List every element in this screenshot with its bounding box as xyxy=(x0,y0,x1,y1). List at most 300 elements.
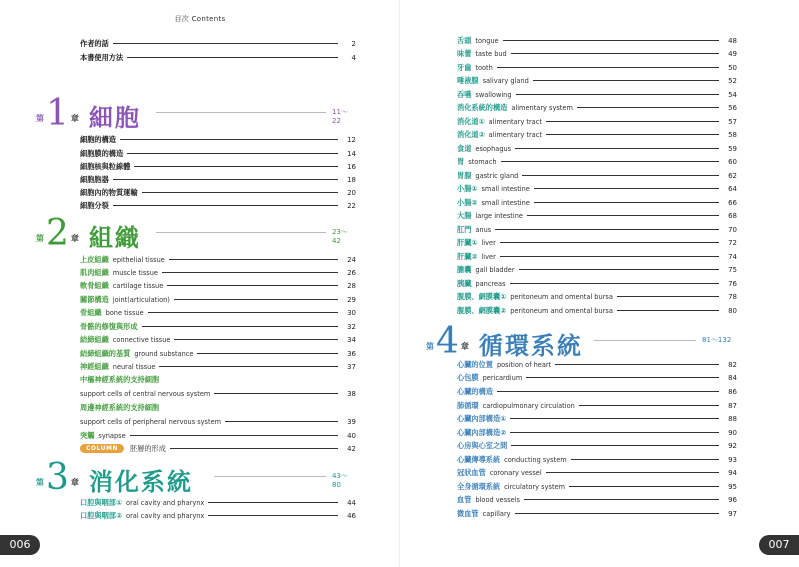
chapter-heading-2[interactable] xyxy=(36,212,356,252)
leader-line xyxy=(169,259,338,260)
entry-title: 神經組織 xyxy=(80,361,109,371)
entry-page: 59 xyxy=(728,144,737,153)
leader-line xyxy=(197,353,338,354)
toc-entry[interactable] xyxy=(457,116,737,127)
toc-entry[interactable] xyxy=(457,197,737,208)
entry-title: 胚層的形成 xyxy=(129,443,166,453)
entry-title: 口腔與咽部② xyxy=(80,510,123,520)
entry-title: 作者的話 xyxy=(80,38,109,48)
toc-entry[interactable] xyxy=(80,267,356,278)
entry-english: pancreas xyxy=(475,279,506,288)
entry-english: alimentary system xyxy=(511,103,573,112)
leader-line xyxy=(524,499,719,500)
leader-line xyxy=(142,192,338,193)
toc-entry[interactable] xyxy=(457,440,737,451)
entry-title: 口腔與咽部① xyxy=(80,497,123,507)
toc-entry[interactable] xyxy=(457,48,737,59)
leader-line xyxy=(134,166,338,167)
entry-page: 34 xyxy=(347,335,356,344)
contents-header: 目次 Contents xyxy=(174,15,226,23)
entry-english: support cells of peripheral nervous system xyxy=(80,417,222,426)
chapter-page-range: 23～42 xyxy=(332,228,348,245)
entry-title: 骨骼的修復與形成 xyxy=(80,321,138,331)
chapter-number: 3 xyxy=(46,457,69,498)
entry-page: 30 xyxy=(347,308,356,317)
leader-line xyxy=(534,188,719,189)
entry-page: 4 xyxy=(351,53,356,62)
chapter-prefix: 第 xyxy=(426,342,434,351)
entry-english: position of heart xyxy=(496,360,552,369)
entry-page: 68 xyxy=(728,211,737,220)
toc-entry[interactable] xyxy=(457,427,737,438)
entry-title: 心包膜 xyxy=(457,372,479,382)
entry-english: tooth xyxy=(475,63,493,72)
leader-line xyxy=(546,472,719,473)
leader-line xyxy=(534,202,719,203)
toc-entry[interactable] xyxy=(457,183,737,194)
leader-line xyxy=(503,40,719,41)
chapter-number: 4 xyxy=(436,321,459,362)
entry-title: 周邊神經系統的支持細胞 xyxy=(80,402,160,412)
chapter-prefix: 第 xyxy=(36,478,44,487)
leader-line xyxy=(511,53,719,54)
toc-entry[interactable] xyxy=(80,416,356,427)
entry-page: 38 xyxy=(347,389,356,398)
toc-entry[interactable] xyxy=(457,481,737,492)
toc-entry[interactable] xyxy=(457,454,737,465)
entry-page: 84 xyxy=(728,373,737,382)
leader-line xyxy=(527,215,719,216)
entry-english: oral cavity and pharynx xyxy=(126,511,205,520)
page-number-left: 006 xyxy=(0,535,40,555)
toc-entry[interactable] xyxy=(80,174,356,185)
entry-english: oral cavity and pharynx xyxy=(126,498,205,507)
entry-english: anus xyxy=(475,225,492,234)
entry-english: esophagus xyxy=(475,144,512,153)
entry-title: 肌肉組織 xyxy=(80,267,109,277)
entry-page: 37 xyxy=(347,362,356,371)
leader-line xyxy=(516,94,719,95)
entry-title: 結締組織 xyxy=(80,334,109,344)
entry-title: 食道 xyxy=(457,143,472,153)
toc-entry[interactable] xyxy=(457,143,737,154)
toc-entry[interactable] xyxy=(80,361,356,372)
entry-english: epithelial tissue xyxy=(112,255,165,264)
leader-line xyxy=(225,421,338,422)
entry-page: 36 xyxy=(347,349,356,358)
entry-page: 57 xyxy=(728,117,737,126)
chapter-suffix: 章 xyxy=(70,114,79,123)
leader-line xyxy=(511,445,719,446)
toc-entry[interactable] xyxy=(457,508,737,519)
entry-title: 細胞胞器 xyxy=(80,174,109,184)
toc-column-entry[interactable] xyxy=(80,443,356,454)
entry-english: alimentary tract xyxy=(488,117,542,126)
leader-line xyxy=(120,139,338,140)
entry-english: liver xyxy=(481,238,496,247)
leader-line xyxy=(546,121,719,122)
toc-entry[interactable] xyxy=(457,170,737,181)
entry-page: 96 xyxy=(728,495,737,504)
entry-page: 60 xyxy=(728,157,737,166)
chapter-suffix: 章 xyxy=(460,342,469,351)
leader-line xyxy=(495,229,719,230)
entry-title: 關節構造 xyxy=(80,294,109,304)
chapter-page-range: 11～22 xyxy=(332,108,348,125)
entry-english: circulatory system xyxy=(504,482,566,491)
leader-line xyxy=(208,502,338,503)
leader-line xyxy=(569,486,719,487)
leader-line xyxy=(162,272,338,273)
toc-entry[interactable] xyxy=(457,102,737,113)
entry-title: 消化道① xyxy=(457,116,485,126)
entry-title: 肛門 xyxy=(457,224,472,234)
entry-english: cartilage tissue xyxy=(112,281,164,290)
entry-english: swallowing xyxy=(475,90,512,99)
entry-title: 全身循環系統 xyxy=(457,481,501,491)
column-badge: COLUMN xyxy=(80,444,124,453)
leader-line xyxy=(510,283,719,284)
leader-line xyxy=(500,256,719,257)
toc-entry[interactable] xyxy=(80,388,356,399)
entry-english: synapse xyxy=(98,431,126,440)
entry-page: 80 xyxy=(728,306,737,315)
entry-english: taste bud xyxy=(475,49,507,58)
entry-title: 細胞的構造 xyxy=(80,134,116,144)
entry-title: 舌頭 xyxy=(457,35,472,45)
entry-page: 40 xyxy=(347,431,356,440)
chapter-page-range: 81～132 xyxy=(702,336,732,344)
entry-english: support cells of central nervous system xyxy=(80,389,211,398)
toc-entry[interactable] xyxy=(80,187,356,198)
entry-page: 42 xyxy=(347,444,356,453)
toc-entry[interactable] xyxy=(457,129,737,140)
toc-entry[interactable] xyxy=(457,305,737,316)
entry-title: 胃腺 xyxy=(457,170,472,180)
toc-entry[interactable] xyxy=(457,372,737,383)
entry-title: 心房與心室之間 xyxy=(457,440,508,450)
toc-entry[interactable] xyxy=(457,413,737,424)
toc-entry[interactable] xyxy=(80,497,356,508)
entry-title: 胃 xyxy=(457,156,465,166)
toc-entry[interactable] xyxy=(80,280,356,291)
toc-entry[interactable] xyxy=(457,62,737,73)
chapter-title: 循環系統 xyxy=(478,332,583,360)
entry-page: 74 xyxy=(728,252,737,261)
chapter-title: 消化系統 xyxy=(88,468,193,496)
entry-page: 49 xyxy=(728,49,737,58)
entry-title: 冠狀血管 xyxy=(457,467,486,477)
toc-entry[interactable] xyxy=(80,510,356,521)
leader-line xyxy=(522,175,719,176)
entry-page: 66 xyxy=(728,198,737,207)
entry-title: 結締組織的基質 xyxy=(80,348,131,358)
entry-english: neural tissue xyxy=(112,362,156,371)
entry-title: 上皮組織 xyxy=(80,254,109,264)
entry-page: 93 xyxy=(728,455,737,464)
leader-line xyxy=(510,432,719,433)
page-number-right: 007 xyxy=(759,535,799,555)
entry-english: small intestine xyxy=(481,184,530,193)
entry-page: 39 xyxy=(347,417,356,426)
toc-entry[interactable] xyxy=(80,348,356,359)
toc-entry[interactable] xyxy=(80,254,356,265)
entry-title: 消化系統的構造 xyxy=(457,102,508,112)
leader-line xyxy=(127,57,338,58)
entry-page: 76 xyxy=(728,279,737,288)
chapter-number: 2 xyxy=(46,213,69,254)
entry-english: stomach xyxy=(468,157,497,166)
entry-title: 細胞分裂 xyxy=(80,200,109,210)
entry-english: coronary vessel xyxy=(489,468,542,477)
entry-title: 本書使用方法 xyxy=(80,52,124,62)
toc-entry[interactable] xyxy=(457,278,737,289)
chapter-heading-1[interactable] xyxy=(36,92,356,132)
entry-page: 14 xyxy=(347,149,356,158)
toc-entry[interactable] xyxy=(457,35,737,46)
entry-english: gastric gland xyxy=(475,171,519,180)
entry-page: 72 xyxy=(728,238,737,247)
entry-page: 50 xyxy=(728,63,737,72)
entry-title: 牙齒 xyxy=(457,62,472,72)
entry-page: 52 xyxy=(728,76,737,85)
entry-english: bone tissue xyxy=(105,308,144,317)
entry-page: 97 xyxy=(728,509,737,518)
toc-entry[interactable] xyxy=(457,359,737,370)
entry-title: 細胞核與粒線體 xyxy=(80,161,131,171)
entry-title: 小腸① xyxy=(457,183,478,193)
leader-line xyxy=(142,326,338,327)
toc-entry[interactable] xyxy=(457,156,737,167)
entry-page: 88 xyxy=(728,414,737,423)
entry-title: 細胞內的物質運輸 xyxy=(80,187,138,197)
right-page xyxy=(400,0,799,567)
toc-entry[interactable] xyxy=(457,494,737,505)
entry-title: 微血管 xyxy=(457,508,479,518)
entry-title: 腹膜、網膜囊② xyxy=(457,305,507,315)
chapter-page-range: 43～80 xyxy=(332,472,348,489)
chapter-leader-line xyxy=(156,112,326,113)
entry-english: peritoneum and omental bursa xyxy=(510,306,613,315)
toc-entry[interactable] xyxy=(80,52,356,63)
entry-title: 唾液腺 xyxy=(457,75,479,85)
entry-title: 肝臟② xyxy=(457,251,478,261)
entry-page: 16 xyxy=(347,162,356,171)
entry-page: 12 xyxy=(347,135,356,144)
leader-line xyxy=(617,310,719,311)
entry-english: tongue xyxy=(475,36,499,45)
entry-english: alimentary tract xyxy=(488,130,542,139)
leader-line xyxy=(497,67,719,68)
entry-title: 味蕾 xyxy=(457,48,472,58)
toc-entry[interactable] xyxy=(457,467,737,478)
entry-page: 22 xyxy=(347,201,356,210)
entry-page: 32 xyxy=(347,322,356,331)
toc-entry[interactable] xyxy=(457,291,737,302)
entry-page: 75 xyxy=(728,265,737,274)
entry-english: cardiopulmonary circulation xyxy=(482,401,575,410)
leader-line xyxy=(500,242,719,243)
toc-entry[interactable] xyxy=(80,200,356,211)
entry-page: 48 xyxy=(728,36,737,45)
entry-title: 軟骨組織 xyxy=(80,280,109,290)
toc-entry[interactable] xyxy=(80,134,356,145)
entry-page: 94 xyxy=(728,468,737,477)
chapter-leader-line xyxy=(214,476,326,477)
chapter-title: 組織 xyxy=(88,224,141,252)
entry-english: pericardium xyxy=(482,373,523,382)
entry-page: 92 xyxy=(728,441,737,450)
chapter-heading-3[interactable] xyxy=(36,456,356,496)
leader-line xyxy=(579,405,719,406)
entry-title: 大腸 xyxy=(457,210,472,220)
leader-line xyxy=(526,377,719,378)
leader-line xyxy=(577,107,719,108)
toc-entry[interactable] xyxy=(457,210,737,221)
chapter-leader-line xyxy=(594,340,696,341)
entry-english: joint(articulation) xyxy=(112,295,170,304)
leader-line xyxy=(113,43,338,44)
toc-entry[interactable] xyxy=(80,148,356,159)
chapter-prefix: 第 xyxy=(36,114,44,123)
entry-page: 20 xyxy=(347,188,356,197)
entry-title: 心臟內部構造① xyxy=(457,413,507,423)
entry-page: 87 xyxy=(728,401,737,410)
entry-english: peritoneum and omental bursa xyxy=(510,292,613,301)
entry-english: small intestine xyxy=(481,198,530,207)
toc-entry[interactable] xyxy=(457,264,737,275)
entry-title: 腹膜、網膜囊① xyxy=(457,291,507,301)
toc-entry[interactable] xyxy=(80,161,356,172)
leader-line xyxy=(515,513,719,514)
leader-line xyxy=(174,339,338,340)
leader-line xyxy=(519,269,719,270)
leader-line xyxy=(501,161,719,162)
toc-entry[interactable] xyxy=(457,400,737,411)
entry-title: 心臟的位置 xyxy=(457,359,493,369)
leader-line xyxy=(167,285,338,286)
entry-page: 90 xyxy=(728,428,737,437)
entry-title: 血管 xyxy=(457,494,472,504)
chapter-suffix: 章 xyxy=(70,234,79,243)
leader-line xyxy=(148,312,338,313)
entry-page: 58 xyxy=(728,130,737,139)
entry-page: 18 xyxy=(347,175,356,184)
leader-line xyxy=(546,134,719,135)
leader-line xyxy=(617,296,719,297)
leader-line xyxy=(533,80,719,81)
entry-title: 心臟的構造 xyxy=(457,386,493,396)
leader-line xyxy=(130,435,338,436)
leader-line xyxy=(170,448,338,449)
chapter-leader-line xyxy=(156,232,326,233)
entry-english: liver xyxy=(481,252,496,261)
toc-entry[interactable] xyxy=(80,321,356,332)
leader-line xyxy=(515,148,719,149)
entry-page: 82 xyxy=(728,360,737,369)
leader-line xyxy=(510,418,719,419)
entry-page: 24 xyxy=(347,255,356,264)
leader-line xyxy=(208,515,338,516)
toc-entry[interactable] xyxy=(457,224,737,235)
leader-line xyxy=(127,153,338,154)
entry-english: capillary xyxy=(482,509,511,518)
toc-entry[interactable] xyxy=(80,294,356,305)
toc-entry[interactable] xyxy=(457,237,737,248)
chapter-prefix: 第 xyxy=(36,234,44,243)
toc-entry[interactable] xyxy=(80,334,356,345)
leader-line xyxy=(159,366,338,367)
leader-line xyxy=(113,205,338,206)
entry-page: 46 xyxy=(347,511,356,520)
chapter-number: 1 xyxy=(46,93,69,134)
entry-page: 64 xyxy=(728,184,737,193)
entry-page: 2 xyxy=(351,39,356,48)
entry-english: connective tissue xyxy=(112,335,171,344)
entry-page: 62 xyxy=(728,171,737,180)
entry-english: muscle tissue xyxy=(112,268,158,277)
entry-title: 肝臟① xyxy=(457,237,478,247)
toc-subheading[interactable] xyxy=(80,402,356,413)
toc-entry[interactable] xyxy=(80,307,356,318)
leader-line xyxy=(113,179,338,180)
entry-english: conducting system xyxy=(504,455,567,464)
entry-title: 心臟內部構造② xyxy=(457,427,507,437)
entry-page: 56 xyxy=(728,103,737,112)
entry-page: 95 xyxy=(728,482,737,491)
leader-line xyxy=(571,459,719,460)
entry-title: 突觸 xyxy=(80,430,95,440)
entry-page: 70 xyxy=(728,225,737,234)
entry-english: blood vessels xyxy=(475,495,520,504)
leader-line xyxy=(214,393,338,394)
entry-title: 膽囊 xyxy=(457,264,472,274)
entry-title: 中樞神經系統的支持細胞 xyxy=(80,374,160,384)
chapter-suffix: 章 xyxy=(70,478,79,487)
entry-english: ground substance xyxy=(134,349,194,358)
toc-entry[interactable] xyxy=(80,430,356,441)
toc-entry[interactable] xyxy=(80,38,356,49)
leader-line xyxy=(555,364,719,365)
entry-title: 細胞膜的構造 xyxy=(80,148,124,158)
entry-page: 78 xyxy=(728,292,737,301)
entry-english: large intestine xyxy=(475,211,523,220)
entry-page: 54 xyxy=(728,90,737,99)
entry-title: 肺循環 xyxy=(457,400,479,410)
chapter-heading-4[interactable] xyxy=(426,320,738,360)
toc-subheading[interactable] xyxy=(80,374,356,385)
chapter-title: 細胞 xyxy=(88,104,141,132)
entry-page: 44 xyxy=(347,498,356,507)
toc-entry[interactable] xyxy=(457,251,737,262)
entry-page: 29 xyxy=(347,295,356,304)
toc-entry[interactable] xyxy=(457,386,737,397)
entry-title: 胰臟 xyxy=(457,278,472,288)
entry-english: salivary gland xyxy=(482,76,529,85)
entry-page: 28 xyxy=(347,281,356,290)
entry-title: 骨組織 xyxy=(80,307,102,317)
leader-line xyxy=(174,299,338,300)
leader-line xyxy=(497,391,719,392)
entry-title: 心臟傳導系統 xyxy=(457,454,501,464)
entry-title: 小腸② xyxy=(457,197,478,207)
toc-entry[interactable] xyxy=(457,75,737,86)
toc-entry[interactable] xyxy=(457,89,737,100)
entry-english: gall bladder xyxy=(475,265,515,274)
entry-page: 26 xyxy=(347,268,356,277)
entry-title: 消化道② xyxy=(457,129,485,139)
entry-page: 86 xyxy=(728,387,737,396)
